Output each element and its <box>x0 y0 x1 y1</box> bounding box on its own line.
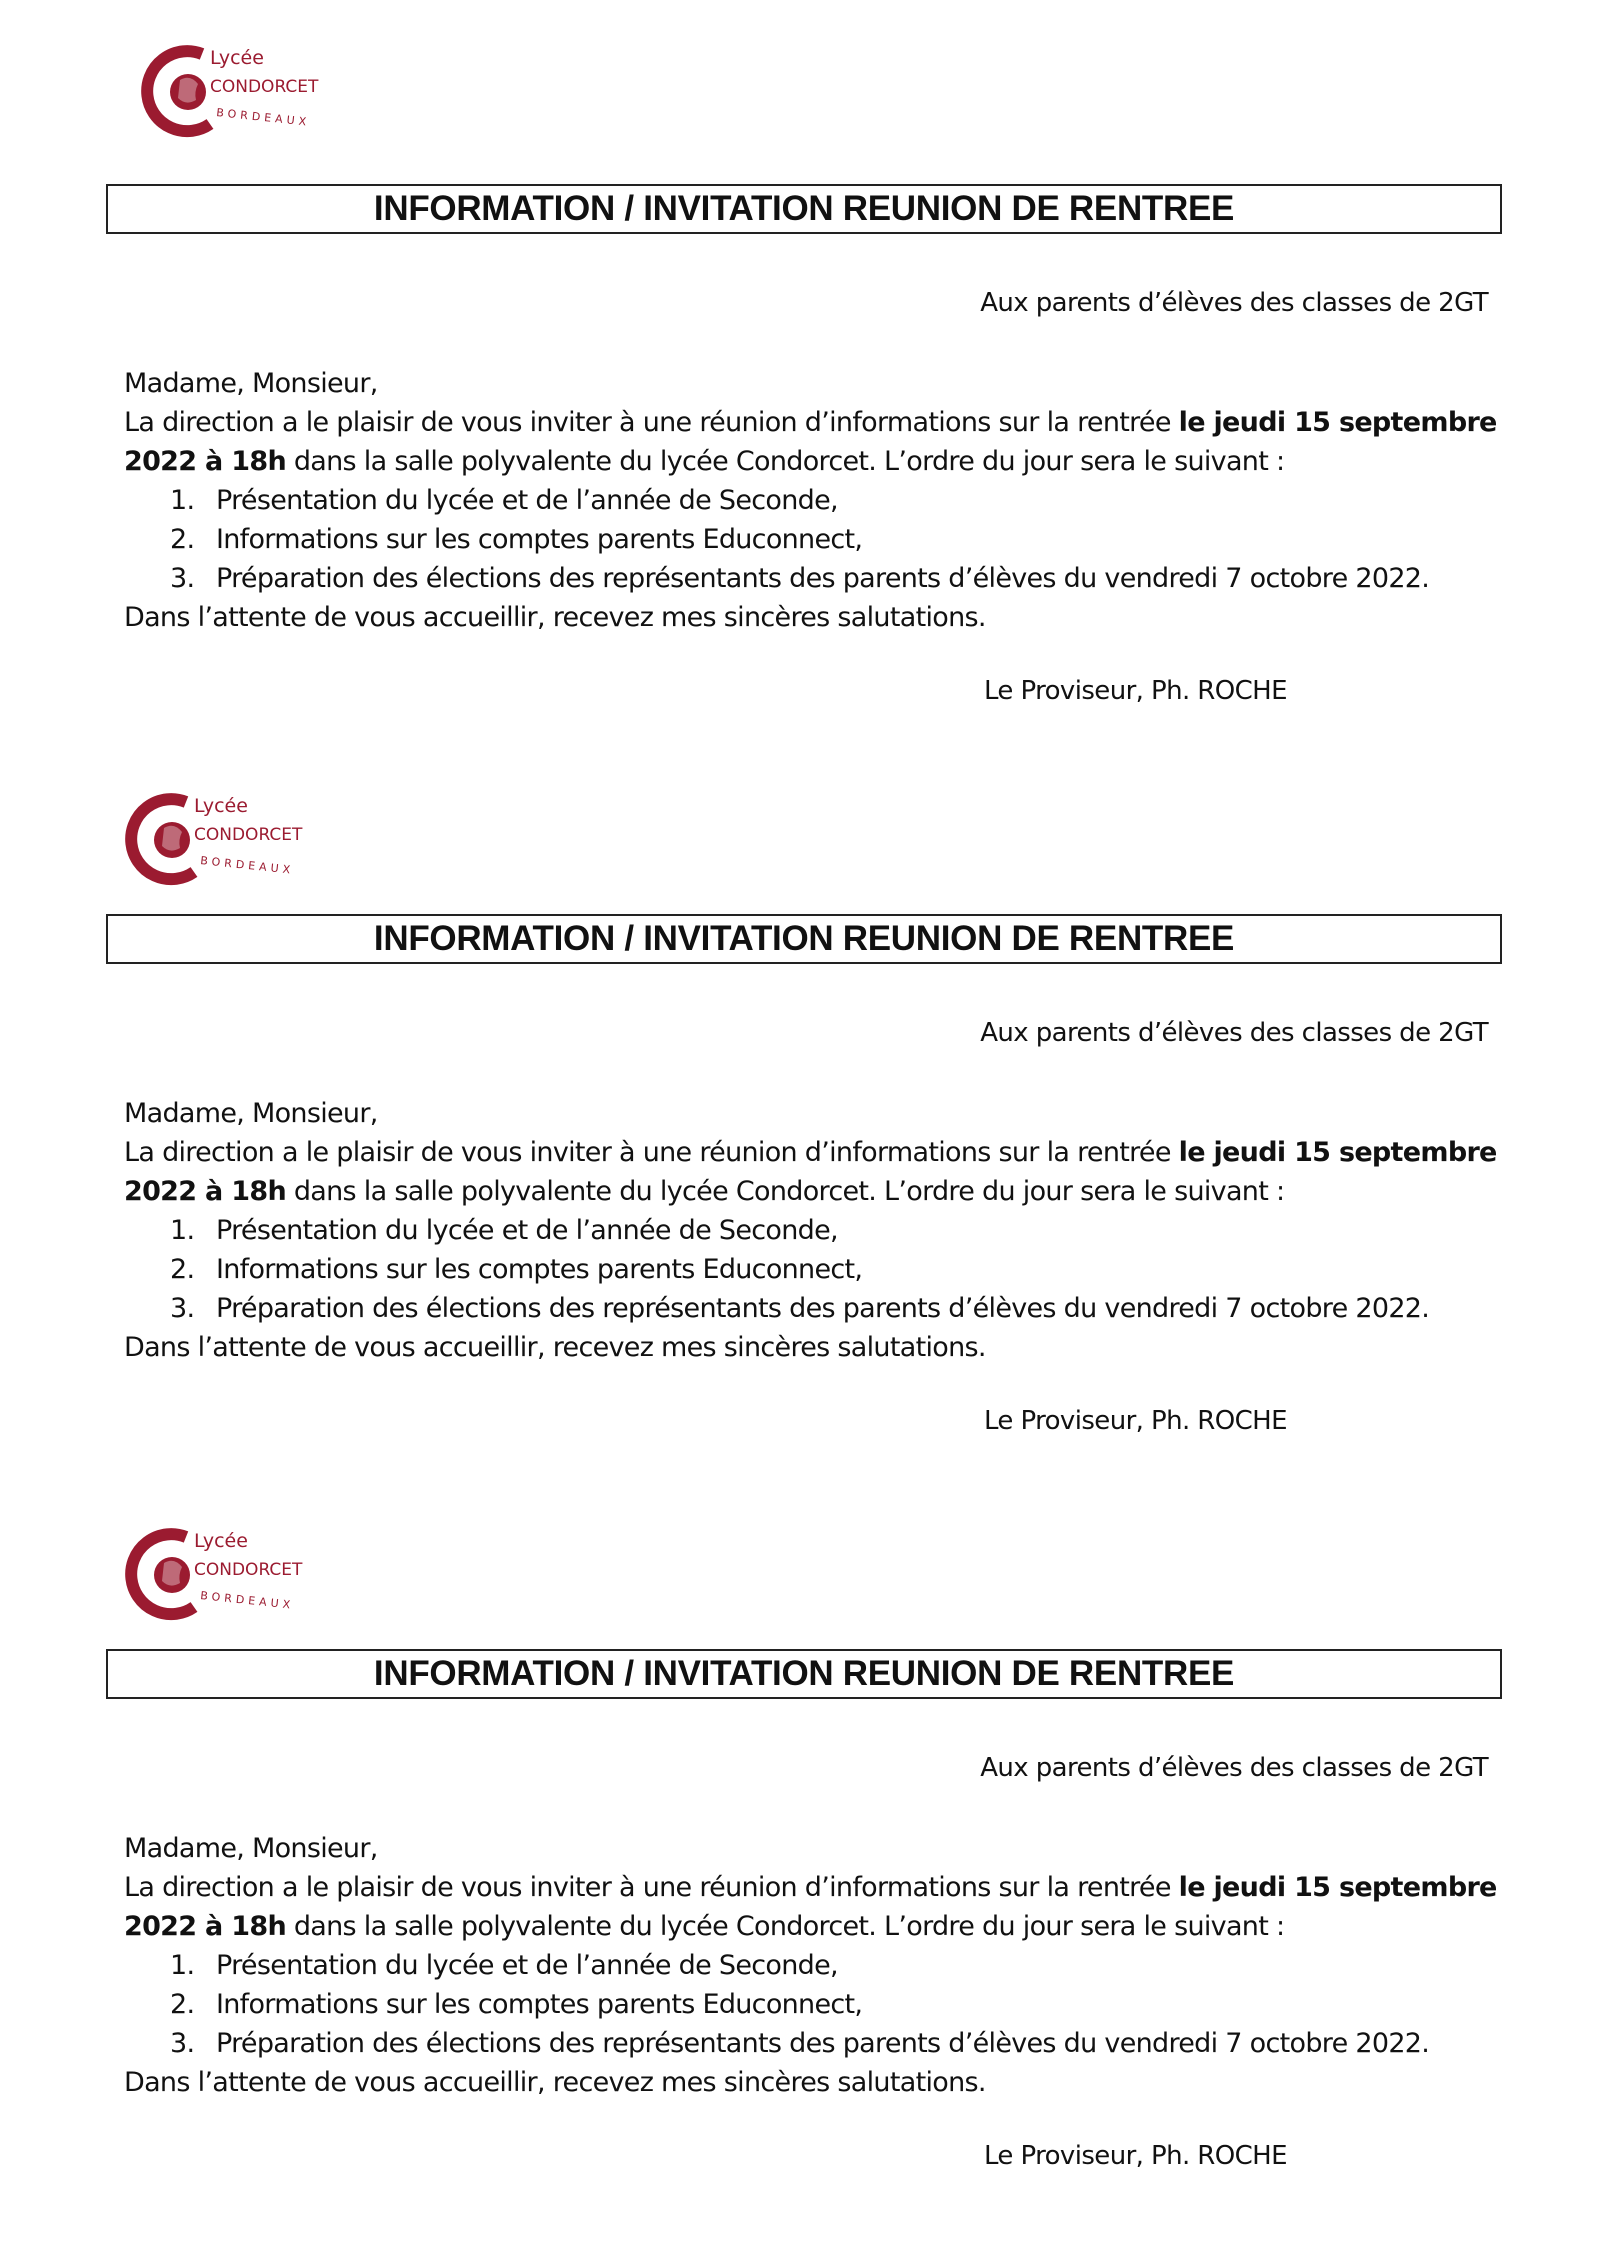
agenda-item <box>170 2024 1504 2063</box>
agenda-item <box>170 1946 1504 1985</box>
logo-text-condorcet: CONDORCET <box>210 77 319 97</box>
logo-text-lycee: Lycée <box>194 1530 248 1552</box>
page-title: INFORMATION / INVITATION REUNION DE RENTREE <box>373 919 1235 958</box>
agenda-text: Informations sur les comptes parents Educonnect, <box>216 1254 863 1285</box>
closing-line: Dans l’attente de vous accueillir, recevez mes sincères salutations. <box>124 1332 986 1363</box>
agenda-text: Préparation des élections des représentants des parents d’élèves du vendredi 7 octobre 2022. <box>216 2028 1430 2059</box>
school-logo-icon <box>116 1519 336 1629</box>
agenda-number: 2. <box>170 524 195 555</box>
page-title: INFORMATION / INVITATION REUNION DE RENTREE <box>373 1654 1235 1693</box>
agenda-text: Présentation du lycée et de l’année de Seconde, <box>216 1950 838 1981</box>
signature: Le Proviseur, Ph. ROCHE <box>984 676 1287 706</box>
intro-paragraph <box>124 1868 1504 1946</box>
agenda-number: 3. <box>170 2028 195 2059</box>
letter-body <box>124 1094 1504 1367</box>
invitation-copy-3 <box>0 1465 1600 2200</box>
school-logo <box>132 36 352 146</box>
agenda-text: Présentation du lycée et de l’année de Seconde, <box>216 485 838 516</box>
agenda-text: Informations sur les comptes parents Educonnect, <box>216 524 863 555</box>
title-box <box>106 914 1502 964</box>
agenda-item <box>170 481 1504 520</box>
logo-text-lycee: Lycée <box>210 47 264 69</box>
agenda-list <box>124 1211 1504 1328</box>
intro-paragraph <box>124 1133 1504 1211</box>
intro-text-after: dans la salle polyvalente du lycée Condorcet. L’ordre du jour sera le suivant : <box>285 446 1285 477</box>
signature: Le Proviseur, Ph. ROCHE <box>984 2141 1287 2171</box>
agenda-number: 2. <box>170 1989 195 2020</box>
school-logo-icon <box>116 784 336 894</box>
logo-text-condorcet: CONDORCET <box>194 825 303 845</box>
invitation-copy-1 <box>0 0 1600 735</box>
intro-paragraph <box>124 403 1504 481</box>
salutation: Madame, Monsieur, <box>124 1098 378 1129</box>
recipient-line: Aux parents d’élèves des classes de 2GT <box>980 1018 1488 1048</box>
agenda-number: 3. <box>170 1293 195 1324</box>
agenda-text: Préparation des élections des représentants des parents d’élèves du vendredi 7 octobre 2022. <box>216 563 1430 594</box>
logo-text-bordeaux: BORDEAUX <box>199 1589 295 1612</box>
agenda-text: Préparation des élections des représentants des parents d’élèves du vendredi 7 octobre 2022. <box>216 1293 1430 1324</box>
closing-line: Dans l’attente de vous accueillir, recevez mes sincères salutations. <box>124 2067 986 2098</box>
agenda-item <box>170 1250 1504 1289</box>
agenda-item <box>170 559 1504 598</box>
agenda-number: 1. <box>170 485 195 516</box>
agenda-item <box>170 1211 1504 1250</box>
intro-text: La direction a le plaisir de vous inviter à une réunion d’informations sur la rentrée <box>124 1872 1179 1903</box>
salutation: Madame, Monsieur, <box>124 1833 378 1864</box>
recipient-line: Aux parents d’élèves des classes de 2GT <box>980 288 1488 318</box>
intro-text-after: dans la salle polyvalente du lycée Condorcet. L’ordre du jour sera le suivant : <box>285 1911 1285 1942</box>
agenda-item <box>170 1985 1504 2024</box>
school-logo-icon <box>132 36 352 146</box>
agenda-text: Informations sur les comptes parents Educonnect, <box>216 1989 863 2020</box>
salutation: Madame, Monsieur, <box>124 368 378 399</box>
agenda-item <box>170 1289 1504 1328</box>
intro-date: le jeudi 15 septembre <box>1178 1872 1497 1903</box>
agenda-number: 1. <box>170 1215 195 1246</box>
intro-time: 2022 à 18h <box>124 1911 286 1942</box>
logo-text-condorcet: CONDORCET <box>194 1560 303 1580</box>
page-title: INFORMATION / INVITATION REUNION DE RENTREE <box>373 189 1235 228</box>
title-box <box>106 184 1502 234</box>
intro-time: 2022 à 18h <box>124 1176 286 1207</box>
agenda-list <box>124 1946 1504 2063</box>
school-logo <box>116 784 336 894</box>
signature: Le Proviseur, Ph. ROCHE <box>984 1406 1287 1436</box>
logo-text-bordeaux: BORDEAUX <box>199 854 295 877</box>
logo-text-lycee: Lycée <box>194 795 248 817</box>
invitation-copy-2 <box>0 730 1600 1465</box>
closing-line: Dans l’attente de vous accueillir, recevez mes sincères salutations. <box>124 602 986 633</box>
agenda-list <box>124 481 1504 598</box>
recipient-line: Aux parents d’élèves des classes de 2GT <box>980 1753 1488 1783</box>
intro-date: le jeudi 15 septembre <box>1178 1137 1497 1168</box>
intro-text: La direction a le plaisir de vous inviter à une réunion d’informations sur la rentrée <box>124 407 1179 438</box>
letter-body <box>124 1829 1504 2102</box>
agenda-number: 3. <box>170 563 195 594</box>
intro-date: le jeudi 15 septembre <box>1178 407 1497 438</box>
school-logo <box>116 1519 336 1629</box>
agenda-item <box>170 520 1504 559</box>
agenda-number: 1. <box>170 1950 195 1981</box>
agenda-text: Présentation du lycée et de l’année de Seconde, <box>216 1215 838 1246</box>
title-box <box>106 1649 1502 1699</box>
logo-text-bordeaux: BORDEAUX <box>215 106 311 129</box>
letter-body <box>124 364 1504 637</box>
intro-time: 2022 à 18h <box>124 446 286 477</box>
intro-text: La direction a le plaisir de vous inviter à une réunion d’informations sur la rentrée <box>124 1137 1179 1168</box>
agenda-number: 2. <box>170 1254 195 1285</box>
intro-text-after: dans la salle polyvalente du lycée Condorcet. L’ordre du jour sera le suivant : <box>285 1176 1285 1207</box>
